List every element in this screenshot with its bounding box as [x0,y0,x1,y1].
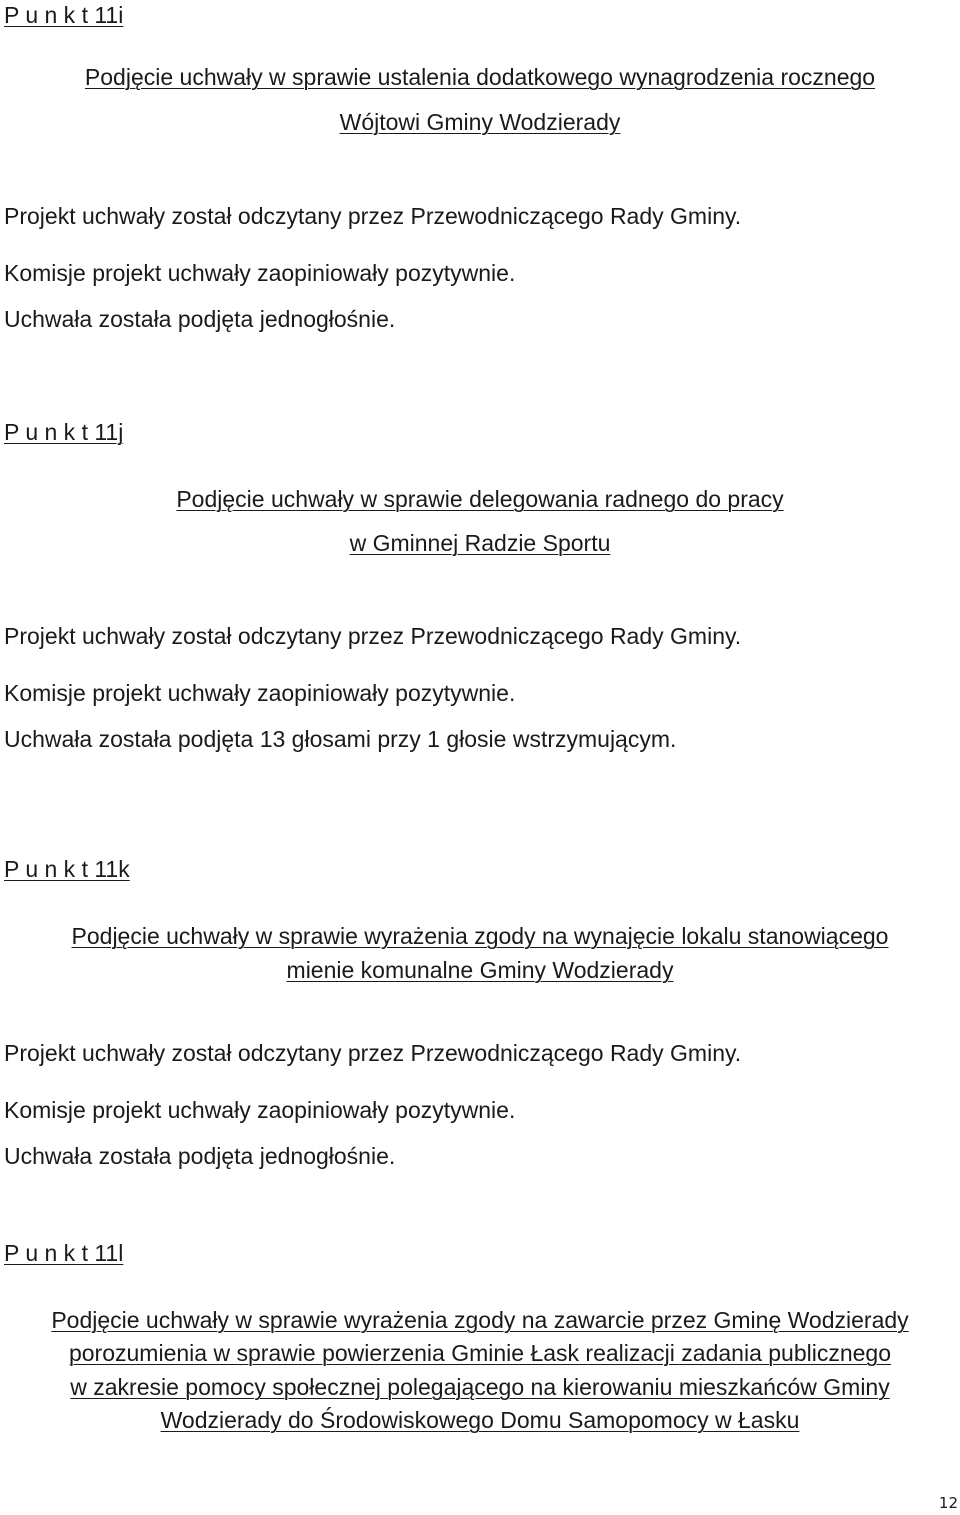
section-heading-11i: P u n k t 11i [4,2,124,28]
body-line: Projekt uchwały został odczytany przez Przewodniczącego Rady Gminy. [4,203,742,229]
body-line: Projekt uchwały został odczytany przez Przewodniczącego Rady Gminy. [4,623,742,649]
resolution-title-line: mienie komunalne Gminy Wodzierady [286,957,674,983]
resolution-title-line: Wójtowi Gminy Wodzierady [339,109,621,135]
body-line: Uchwała została podjęta 13 głosami przy 1 głosie wstrzymującym. [4,726,677,752]
section-heading-11j: P u n k t 11j [4,419,124,445]
resolution-title-line: Podjęcie uchwały w sprawie ustalenia dodatkowego wynagrodzenia rocznego [84,64,876,90]
resolution-title-line: w Gminnej Radzie Sportu [349,530,611,556]
resolution-title-line: w zakresie pomocy społecznej polegającego na kierowaniu mieszkańców Gminy [70,1374,890,1400]
section-heading-11l: P u n k t 11l [4,1240,124,1266]
resolution-title-line: Podjęcie uchwały w sprawie wyrażenia zgody na wynajęcie lokalu stanowiącego [71,923,889,949]
body-line: Komisje projekt uchwały zaopiniowały pozytywnie. [4,260,516,286]
section-heading-11k: P u n k t 11k [4,856,130,882]
page-number: 12 [938,1494,958,1512]
body-line: Komisje projekt uchwały zaopiniowały pozytywnie. [4,1097,516,1123]
resolution-title-line: Podjęcie uchwały w sprawie delegowania radnego do pracy [176,486,784,512]
body-line: Uchwała została podjęta jednogłośnie. [4,1143,396,1169]
body-line: Uchwała została podjęta jednogłośnie. [4,306,396,332]
body-line: Projekt uchwały został odczytany przez Przewodniczącego Rady Gminy. [4,1040,742,1066]
resolution-title-line: Wodzierady do Środowiskowego Domu Samopomocy w Łasku [160,1407,800,1433]
resolution-title-line: porozumienia w sprawie powierzenia Gminie Łask realizacji zadania publicznego [68,1340,892,1366]
body-line: Komisje projekt uchwały zaopiniowały pozytywnie. [4,680,516,706]
resolution-title-line: Podjęcie uchwały w sprawie wyrażenia zgody na zawarcie przez Gminę Wodzierady [51,1307,909,1333]
